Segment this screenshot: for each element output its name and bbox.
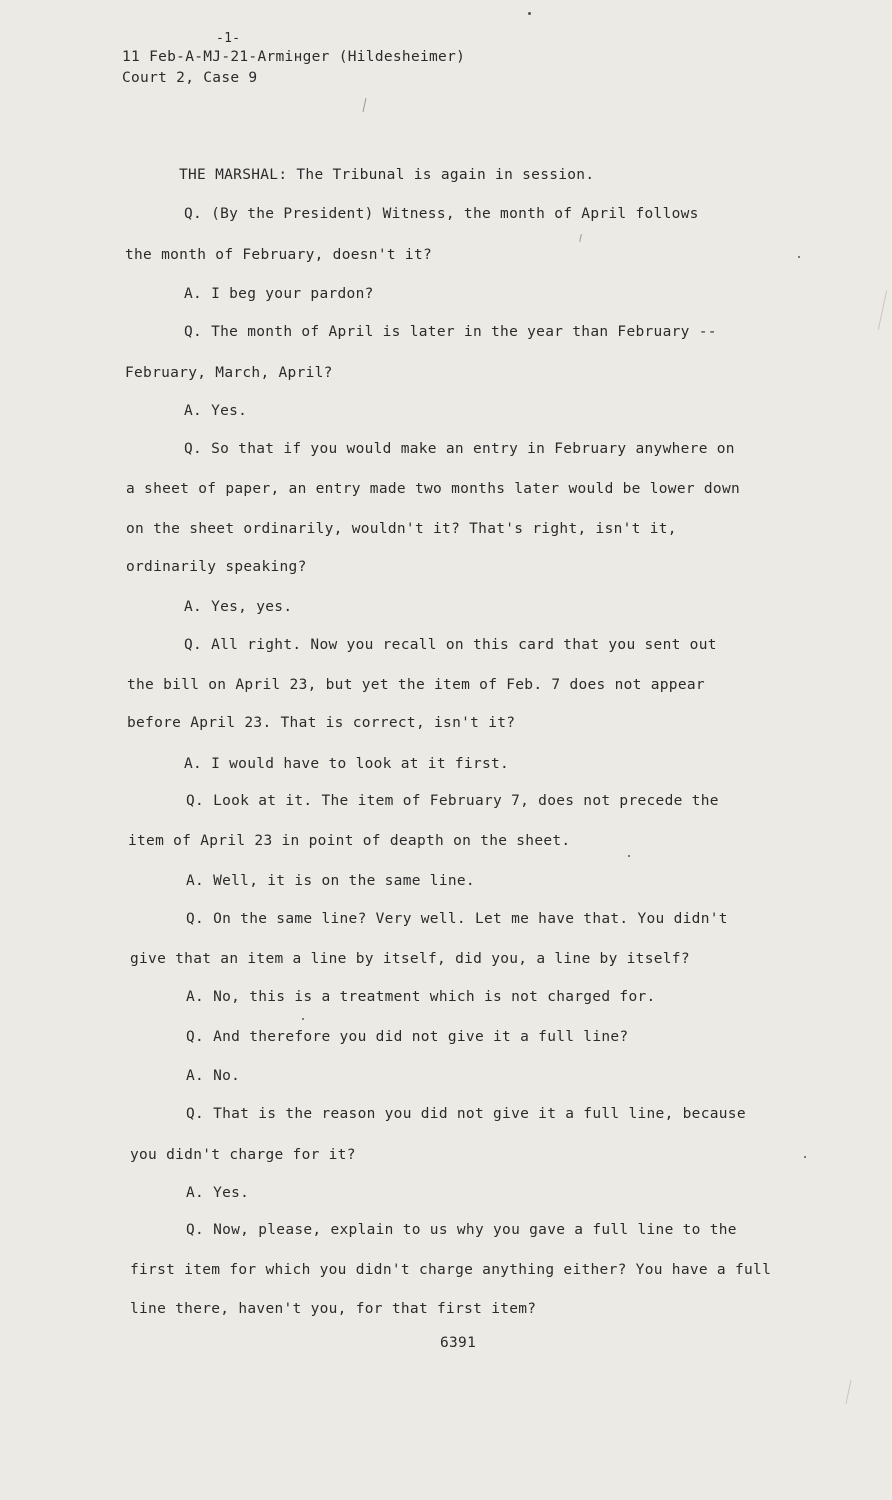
transcript-line: Q. So that if you would make an entry in February anywhere on <box>184 441 735 457</box>
header-court-case: Court 2, Case 9 <box>122 70 258 86</box>
transcript-line: a sheet of paper, an entry made two months later would be lower down <box>126 481 741 497</box>
paper-mark <box>363 98 367 112</box>
paper-speck <box>798 256 800 258</box>
transcript-line: first item for which you didn't charge anything either? You have a full <box>130 1262 772 1278</box>
transcript-line: A. No. <box>186 1068 241 1084</box>
transcript-line: line there, haven't you, for that first item? <box>130 1301 537 1317</box>
transcript-line: the bill on April 23, but yet the item of Feb. 7 does not appear <box>127 677 705 693</box>
page-marker: -1- <box>216 31 241 46</box>
transcript-line: Q. (By the President) Witness, the month of April follows <box>184 206 699 222</box>
transcript-line: THE MARSHAL: The Tribunal is again in session. <box>179 167 595 183</box>
transcript-line: the month of February, doesn't it? <box>125 247 433 263</box>
transcript-line: A. Well, it is on the same line. <box>186 873 475 889</box>
transcript-line: February, March, April? <box>125 365 333 381</box>
transcript-line: ordinarily speaking? <box>126 559 307 575</box>
transcript-line: Q. That is the reason you did not give it a full line, because <box>186 1106 746 1122</box>
transcript-line: Q. All right. Now you recall on this card that you sent out <box>184 637 717 653</box>
paper-mark <box>579 234 582 242</box>
transcript-line: A. Yes. <box>186 1185 250 1201</box>
transcript-line: A. Yes. <box>184 403 248 419</box>
transcript-line: you didn't charge for it? <box>130 1147 356 1163</box>
page-number: 6391 <box>440 1335 477 1351</box>
paper-speck <box>804 1156 806 1158</box>
transcript-line: A. No, this is a treatment which is not charged for. <box>186 989 656 1005</box>
paper-edge-mark <box>878 290 887 329</box>
transcript-line: before April 23. That is correct, isn't it? <box>127 715 516 731</box>
transcript-line: Q. And therefore you did not give it a full line? <box>186 1029 629 1045</box>
transcript-line: Q. Look at it. The item of February 7, does not precede the <box>186 793 719 809</box>
transcript-line: A. I would have to look at it first. <box>184 756 510 772</box>
transcript-line: Q. On the same line? Very well. Let me have that. You didn't <box>186 911 728 927</box>
transcript-line: A. I beg your pardon? <box>184 286 374 302</box>
transcript-line: give that an item a line by itself, did you, a line by itself? <box>130 951 690 967</box>
paper-speck <box>528 12 531 15</box>
transcript-line: A. Yes, yes. <box>184 599 293 615</box>
paper-speck <box>628 855 630 857</box>
transcript-line: Q. Now, please, explain to us why you gave a full line to the <box>186 1222 737 1238</box>
transcript-line: on the sheet ordinarily, wouldn't it? That's right, isn't it, <box>126 521 677 537</box>
header-case-reference: 11 Feb-A-MJ-21-Armінger (Hildesheimer) <box>122 49 466 65</box>
paper-speck <box>302 1018 304 1020</box>
transcript-line: Q. The month of April is later in the year than February -- <box>184 324 717 340</box>
paper-edge-mark <box>846 1380 852 1404</box>
transcript-line: item of April 23 in point of deapth on the sheet. <box>128 833 571 849</box>
